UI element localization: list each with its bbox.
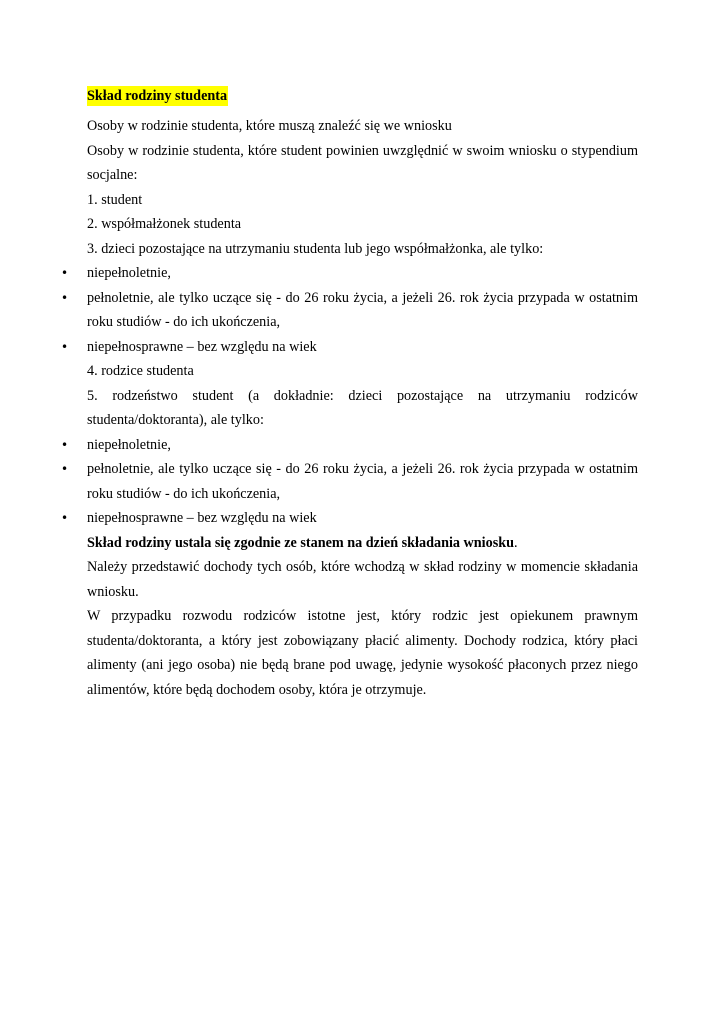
paragraph-2: Osoby w rodzinie studenta, które student powinien uwzględnić w swoim wniosku o stypendium socjalne:	[87, 142, 638, 183]
bullet-item-4: • niepełnoletnie,	[87, 433, 638, 458]
bullet-item-5: • pełnoletnie, ale tylko uczące się - do 26 roku życia, a jeżeli 26. rok życia przypada w ostatnim roku studiów - do ich ukończenia,	[87, 457, 638, 506]
list-item-4: 4. rodzice studenta	[87, 363, 194, 379]
paragraph-1: Osoby w rodzinie studenta, które muszą znaleźć się we wniosku	[87, 118, 452, 134]
paragraph-5: W przypadku rozwodu rodziców istotne jest, który rodzic jest opiekunem prawnym studenta/doktoranta, a który jest zobowiązany płacić alimenty. Dochody rodzica, który płaci alimenty (ani jego osoba) nie będą brane pod uwagę, jedynie wysokość płaconych przez niego alimentów, które będą dochodem osoby, która je otrzymuje.	[87, 608, 638, 698]
list-item-5: 5. rodzeństwo student (a dokładnie: dzieci pozostające na utrzymaniu rodziców studenta/doktoranta), ale tylko:	[87, 387, 638, 428]
paragraph-3	[87, 531, 638, 556]
list-item-3: 3. dzieci pozostające na utrzymaniu studenta lub jego współmałżonka, ale tylko:	[87, 240, 544, 257]
bullet-item-1: • niepełnoletnie,	[87, 261, 638, 286]
paragraph-4: Należy przedstawić dochody tych osób, które wchodzą w skład rodziny w momencie składania wniosku.	[87, 559, 638, 600]
paragraph-3-bold: Skład rodziny ustala się zgodnie ze stanem na dzień składania wniosku	[87, 534, 515, 551]
bullet-item-2: • pełnoletnie, ale tylko uczące się - do 26 roku życia, a jeżeli 26. rok życia przypada w ostatnim roku studiów - do ich ukończenia,	[87, 286, 638, 335]
list-item-1: 1. student	[87, 191, 143, 208]
bullet-item-6: • niepełnosprawne – bez względu na wiek	[87, 506, 638, 531]
document-page	[87, 84, 638, 702]
list-item-2: 2. współmałżonek studenta	[87, 216, 242, 232]
bullet-item-3: • niepełnosprawne – bez względu na wiek	[87, 335, 638, 360]
document-title: Skład rodziny studenta	[87, 88, 228, 104]
paragraph-3-end: .	[514, 534, 518, 551]
